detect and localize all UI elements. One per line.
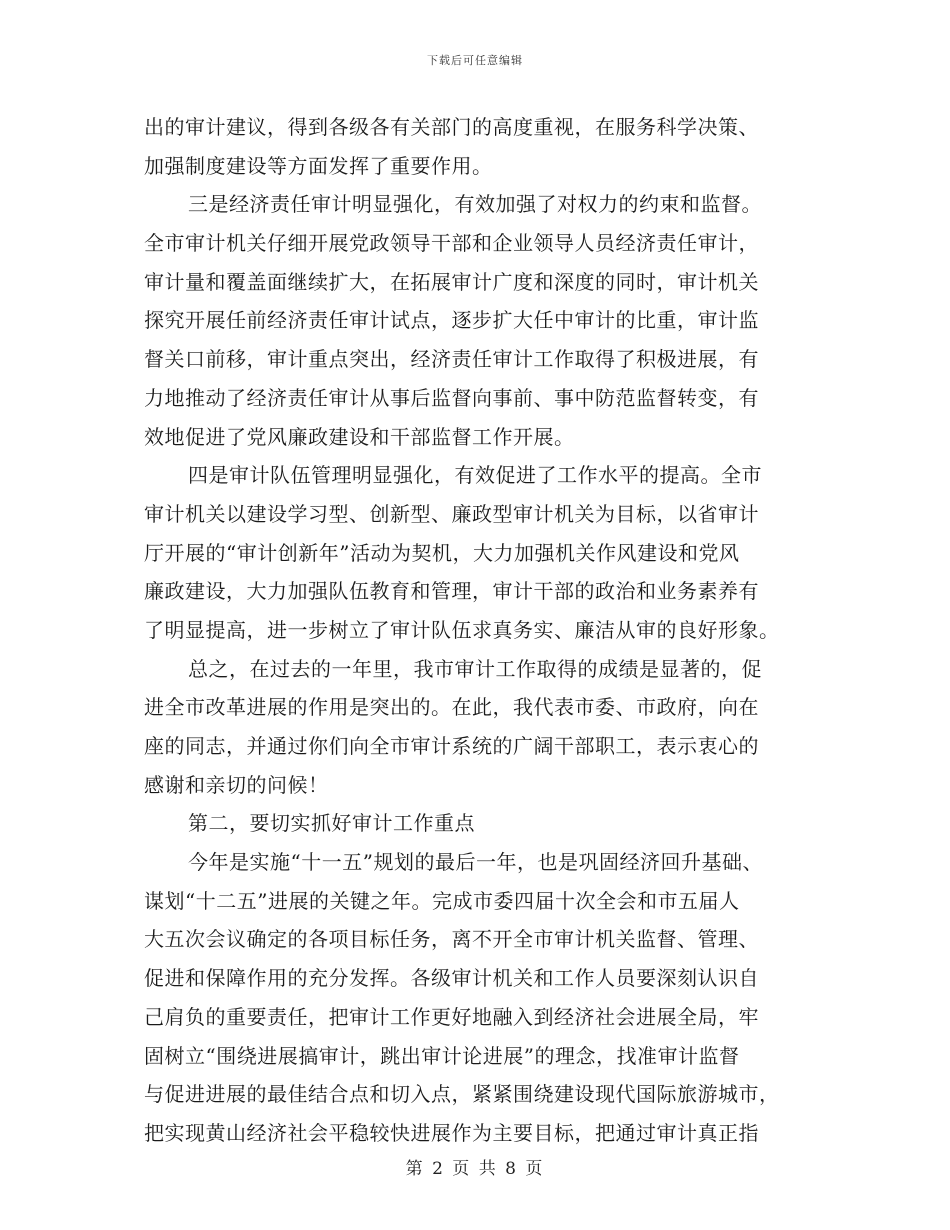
- text-line: 促进和保障作用的充分发挥。各级审计机关和工作人员要深刻认识自: [144, 966, 759, 991]
- page-footer: 第 2 页 共 8 页: [405, 1159, 545, 1179]
- text-line: 力地推动了经济责任审计从事后监督向事前、事中防范监督转变，有: [144, 385, 759, 410]
- text-line: 把实现黄山经济社会平稳较快进展作为主要目标，把通过审计真正指: [144, 1120, 759, 1145]
- text-line: 谋划“十二五”进展的关键之年。完成市委四届十次全会和市五届人: [144, 888, 740, 913]
- text-line: 今年是实施“十一五”规划的最后一年，也是巩固经济回升基础、: [188, 850, 763, 875]
- text-line: 固树立“围绕进展搞审计，跳出审计论进展”的理念，找准审计监督: [144, 1043, 740, 1068]
- text-line: 出的审计建议，得到各级各有关部门的高度重视，在服务科学决策、: [144, 115, 759, 139]
- text-line: 加强制度建设等方面发挥了重要作用。: [144, 153, 493, 178]
- document-body: [144, 108, 810, 1153]
- text-line: 感谢和亲切的问候！: [144, 772, 329, 797]
- text-line: 与促进进展的最佳结合点和切入点，紧紧围绕建设现代国际旅游城市，: [144, 1082, 780, 1107]
- text-line: 总之，在过去的一年里，我市审计工作取得的成绩是显著的，促: [188, 656, 762, 681]
- text-line: 效地促进了党风廉政建设和干部监督工作开展。: [144, 424, 575, 449]
- text-line: 督关口前移，审计重点突出，经济责任审计工作取得了积极进展，有: [144, 347, 759, 372]
- text-line: 厅开展的“审计创新年”活动为契机，大力加强机关作风建设和党风: [144, 540, 740, 565]
- text-line: 座的同志，并通过你们向全市审计系统的广阔干部职工，表示衷心的: [144, 734, 759, 758]
- text-line: 廉政建设，大力加强队伍教育和管理，审计干部的政治和业务素养有: [144, 579, 759, 604]
- page-header: 下载后可任意编辑: [427, 54, 523, 67]
- text-line: 四是审计队伍管理明显强化，有效促进了工作水平的提高。全市: [188, 463, 762, 488]
- text-line: 进全市改革进展的作用是突出的。在此，我代表市委、市政府，向在: [144, 695, 759, 720]
- text-line: 全市审计机关仔细开展党政领导干部和企业领导人员经济责任审计，: [144, 231, 759, 256]
- text-line: 审计量和覆盖面继续扩大，在拓展审计广度和深度的同时，审计机关: [144, 269, 759, 294]
- text-line: 大五次会议确定的各项目标任务，离不开全市审计机关监督、管理、: [144, 927, 759, 952]
- text-line: 探究开展任前经济责任审计试点，逐步扩大任中审计的比重，审计监: [144, 308, 759, 333]
- text-line: 审计机关以建设学习型、创新型、廉政型审计机关为目标，以省审计: [144, 501, 759, 526]
- text-line: 第二，要切实抓好审计工作重点: [188, 811, 475, 836]
- text-line: 三是经济责任审计明显强化，有效加强了对权力的约束和监督。: [188, 192, 762, 217]
- text-line: 己肩负的重要责任，把审计工作更好地融入到经济社会进展全局，牢: [144, 1004, 759, 1029]
- text-line: 了明显提高，进一步树立了审计队伍求真务实、廉洁从审的良好形象。: [144, 617, 780, 642]
